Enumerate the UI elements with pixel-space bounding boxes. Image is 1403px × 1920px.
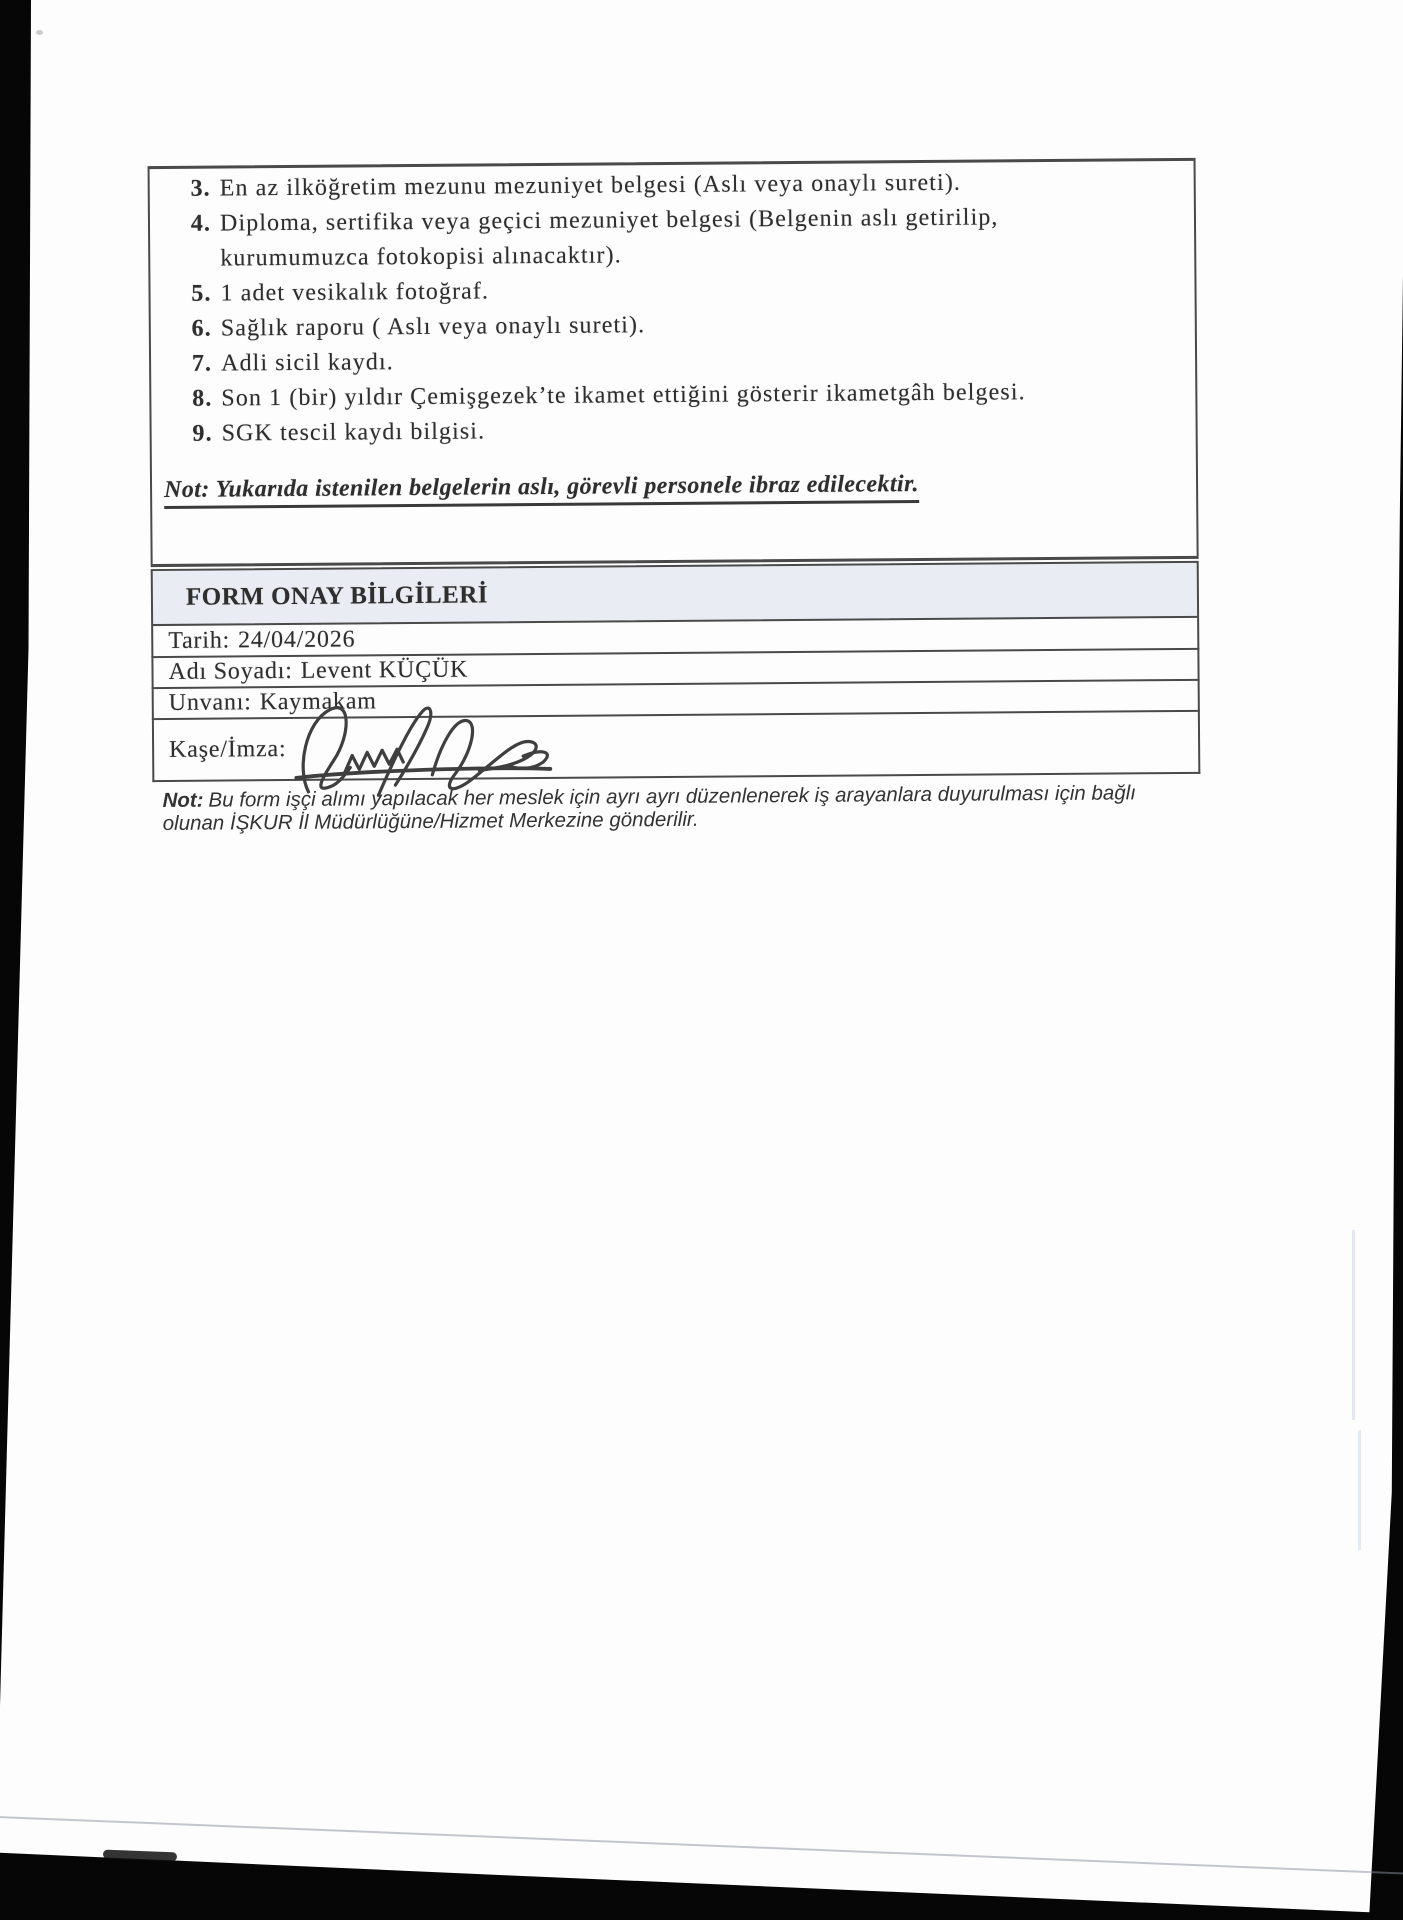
list-item-number: 5. [191, 280, 212, 307]
list-item-number: 6. [191, 315, 212, 342]
list-item-text: 1 adet vesikalık fotoğraf. [220, 278, 490, 307]
list-item-text: kurumumuzca fotokopisi alınacaktır). [220, 242, 622, 272]
documents-note: Not: Yukarıda istenilen belgelerin aslı, görevli personele ibraz edilecektir. [164, 471, 919, 504]
requirements-list [181, 164, 1183, 452]
field-label: Tarih: [168, 626, 231, 654]
list-item-number: 9. [192, 420, 213, 447]
list-item-text: Adli sicil kaydı. [220, 349, 394, 377]
list-item-number [181, 242, 211, 277]
list-item-number: 4. [190, 210, 212, 237]
field-label: Adı Soyadı: [168, 657, 293, 685]
approval-header-text: FORM ONAY BİLGİLERİ [185, 580, 489, 611]
field-value: Levent KÜÇÜK [300, 656, 469, 684]
list-item-text: Son 1 (bir) yıldır Çemişgezek’te ikamet ettiğini gösterir ikametgâh belgesi. [221, 379, 1026, 412]
list-item-text: SGK tescil kaydı bilgisi. [221, 418, 486, 447]
approval-table-header [151, 561, 1199, 626]
list-item-text: Diploma, sertifika veya geçici mezuniyet belgesi (Belgenin aslı getirilip, [219, 204, 999, 237]
field-label: Unvanı: [168, 689, 252, 716]
list-item-number: 8. [192, 385, 213, 412]
list-item-number: 7. [191, 350, 213, 377]
footer-note-line1: Not: Bu form işçi alımı yapılacak her meslek için ayrı ayrı düzenlenerek iş arayanlara duyurulması için bağlı [162, 781, 1137, 812]
footer-note-prefix: Not: [162, 788, 204, 812]
list-item-text: Sağlık raporu ( Aslı veya onaylı sureti). [220, 312, 646, 342]
field-label: Kaşe/İmza: [169, 735, 287, 763]
field-value: 24/04/2026 [237, 625, 356, 653]
footer-note [162, 781, 1142, 835]
field-value: Kaymakam [259, 688, 377, 716]
list-item-number: 3. [190, 175, 211, 202]
footer-note-line2: olunan İŞKUR İl Müdürlüğüne/Hizmet Merkezine gönderilir. [162, 807, 699, 835]
list-item-text: En az ilköğretim mezunu mezuniyet belgesi (Aslı veya onaylı sureti). [219, 169, 962, 202]
